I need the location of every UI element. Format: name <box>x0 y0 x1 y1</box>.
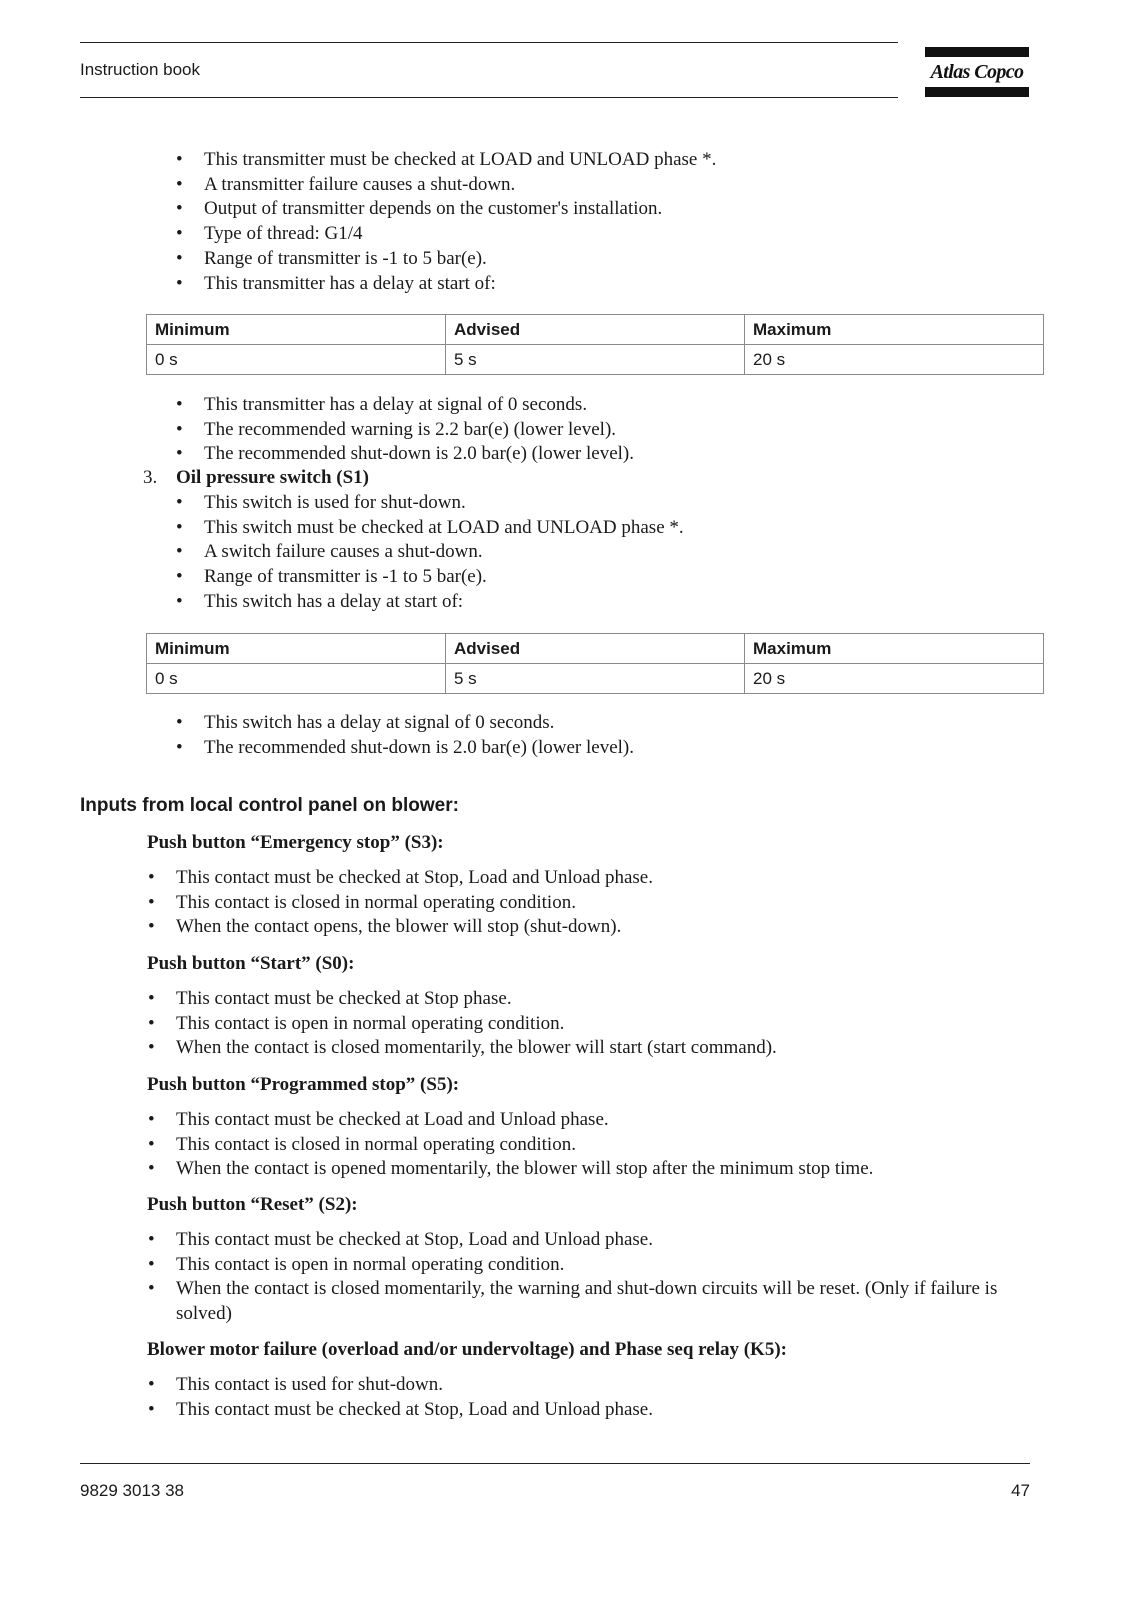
list-item: • This transmitter has a delay at signal of 0 seconds. <box>176 393 1056 418</box>
section-heading: Inputs from local control panel on blower: <box>80 795 459 816</box>
list-item: • This transmitter has a delay at start of: <box>176 272 1056 297</box>
emergency-stop-list <box>148 866 1038 940</box>
table-header-cell: Maximum <box>745 634 1044 664</box>
list-item: • This switch has a delay at signal of 0 seconds. <box>176 711 1056 736</box>
table-cell: 0 s <box>147 664 446 694</box>
list-item: • This contact is closed in normal operating condition. <box>148 891 1038 916</box>
subsection-title-emergency-stop: Push button “Emergency stop” (S3): <box>147 832 444 853</box>
table-cell: 20 s <box>745 345 1044 375</box>
header-title: Instruction book <box>80 60 201 79</box>
table-cell: 5 s <box>446 345 745 375</box>
item-number: 3. <box>143 467 158 488</box>
transmitter-properties-list <box>176 148 1056 296</box>
table-header-cell: Advised <box>446 634 745 664</box>
header-rule-bottom <box>80 97 898 98</box>
logo-bar-top <box>925 47 1029 57</box>
list-item: • This contact is used for shut-down. <box>148 1373 1038 1398</box>
table-row <box>147 664 1044 694</box>
start-list <box>148 987 1038 1061</box>
list-item: • This transmitter must be checked at LOAD and UNLOAD phase *. <box>176 148 1056 173</box>
list-item: • Type of thread: G1/4 <box>176 222 1056 247</box>
list-item: • The recommended shut-down is 2.0 bar(e) (lower level). <box>176 736 1056 761</box>
list-item: • When the contact is closed momentarily, the blower will start (start command). <box>148 1036 1038 1061</box>
list-item: • When the contact is closed momentarily, the warning and shut-down circuits will be reset. (Only if failure is solved) <box>148 1277 1038 1326</box>
list-item: • A switch failure causes a shut-down. <box>176 540 1056 565</box>
transmitter-signal-list <box>176 393 1056 467</box>
atlas-copco-logo <box>925 47 1029 97</box>
logo-text: Atlas Copco <box>930 61 1024 83</box>
list-item: • This contact is closed in normal operating condition. <box>148 1133 1038 1158</box>
list-item: • This contact must be checked at Load and Unload phase. <box>148 1108 1038 1133</box>
footer-document-number: 9829 3013 38 <box>80 1481 184 1500</box>
subsection-title-motor-failure: Blower motor failure (overload and/or undervoltage) and Phase seq relay (K5): <box>147 1339 787 1360</box>
header-rule-top <box>80 42 898 43</box>
table-header-cell: Minimum <box>147 315 446 345</box>
table-header-cell: Minimum <box>147 634 446 664</box>
list-item: • This contact must be checked at Stop, Load and Unload phase. <box>148 866 1038 891</box>
programmed-stop-list <box>148 1108 1038 1182</box>
subsection-title-programmed-stop: Push button “Programmed stop” (S5): <box>147 1074 460 1095</box>
list-item: • This contact must be checked at Stop phase. <box>148 987 1038 1012</box>
table-cell: 20 s <box>745 664 1044 694</box>
list-item: • Range of transmitter is -1 to 5 bar(e). <box>176 247 1056 272</box>
list-item: • When the contact is opened momentarily, the blower will stop after the minimum stop time. <box>148 1157 1038 1182</box>
table-header-cell: Advised <box>446 315 745 345</box>
list-item: • This contact must be checked at Stop, Load and Unload phase. <box>148 1228 1038 1253</box>
switch-properties-list <box>176 491 1056 615</box>
table-cell: 0 s <box>147 345 446 375</box>
list-item: • Output of transmitter depends on the customer's installation. <box>176 197 1056 222</box>
transmitter-start-delay-table <box>146 314 1044 375</box>
list-item: • This switch is used for shut-down. <box>176 491 1056 516</box>
item-title: Oil pressure switch (S1) <box>176 467 369 488</box>
footer-page-number: 47 <box>1011 1481 1030 1500</box>
switch-start-delay-table <box>146 633 1044 694</box>
logo-bar-bottom <box>925 87 1029 97</box>
list-item: • When the contact opens, the blower will stop (shut-down). <box>148 915 1038 940</box>
subsection-title-start: Push button “Start” (S0): <box>147 953 355 974</box>
table-row <box>147 345 1044 375</box>
subsection-title-reset: Push button “Reset” (S2): <box>147 1194 358 1215</box>
list-item: • This contact is open in normal operating condition. <box>148 1012 1038 1037</box>
motor-failure-list <box>148 1373 1038 1422</box>
list-item: • The recommended warning is 2.2 bar(e) (lower level). <box>176 418 1056 443</box>
list-item: • This switch has a delay at start of: <box>176 590 1056 615</box>
table-header-cell: Maximum <box>745 315 1044 345</box>
list-item: • A transmitter failure causes a shut-down. <box>176 173 1056 198</box>
list-item: • The recommended shut-down is 2.0 bar(e) (lower level). <box>176 442 1056 467</box>
table-header-row <box>147 315 1044 345</box>
table-header-row <box>147 634 1044 664</box>
list-item: • This contact is open in normal operating condition. <box>148 1253 1038 1278</box>
reset-list <box>148 1228 1038 1327</box>
list-item: • Range of transmitter is -1 to 5 bar(e). <box>176 565 1056 590</box>
table-cell: 5 s <box>446 664 745 694</box>
switch-signal-list <box>176 711 1056 760</box>
numbered-item-heading <box>143 466 369 491</box>
list-item: • This contact must be checked at Stop, Load and Unload phase. <box>148 1398 1038 1423</box>
list-item: • This switch must be checked at LOAD and UNLOAD phase *. <box>176 516 1056 541</box>
footer-rule <box>80 1463 1030 1464</box>
